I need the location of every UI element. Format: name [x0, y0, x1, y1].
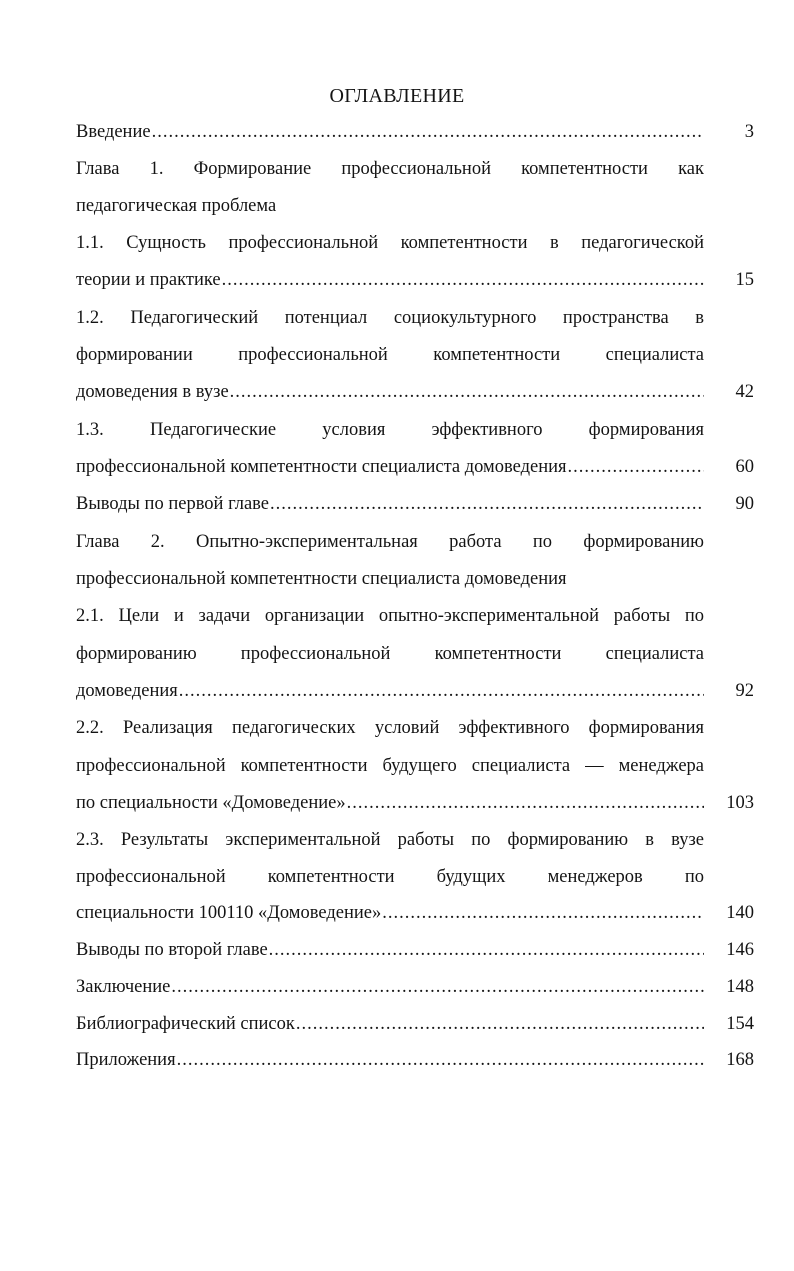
toc-entry-section-2-1-line-3	[76, 677, 704, 705]
toc-entry-section-1-1	[76, 229, 704, 257]
toc-entry-text: Заключение	[76, 977, 171, 997]
toc-entry-section-2-3-line-3	[76, 899, 704, 927]
toc-page-number: 3	[744, 122, 754, 142]
toc-title: ОГЛАВЛЕНИЕ	[329, 85, 465, 107]
toc-entry-conclusions-chapter-1	[76, 490, 704, 518]
toc-entry-section-2-1	[76, 602, 704, 630]
toc-page-number: 90	[735, 494, 754, 514]
toc-entry-section-1-2-line-2	[76, 341, 704, 369]
toc-entry-text: формированию профессиональной компетентности специалиста	[76, 644, 704, 664]
toc-entry-text: Глава 2. Опытно-экспериментальная работа по формированию	[76, 532, 704, 552]
toc-entry-section-1-2-line-3	[76, 378, 704, 406]
toc-entry-section-1-2	[76, 304, 704, 332]
toc-page-number: 60	[735, 457, 754, 477]
toc-entry-text: педагогическая проблема	[76, 196, 277, 216]
toc-entry-section-2-2	[76, 714, 704, 742]
toc-page-number: 168	[726, 1050, 754, 1070]
dot-leader	[270, 490, 704, 518]
toc-entry-chapter-1-continued	[76, 192, 704, 220]
toc-entry-text: профессиональной компетентности будущих менеджеров по	[76, 867, 704, 887]
toc-entry-text: 2.1. Цели и задачи организации опытно-экспериментальной работы по	[76, 606, 704, 626]
toc-entry-text: Приложения	[76, 1050, 176, 1070]
toc-entry-text: 1.2. Педагогический потенциал социокультурного пространства в	[76, 308, 704, 328]
toc-entry-text: профессиональной компетентности будущего специалиста — менеджера	[76, 756, 704, 776]
dot-leader	[177, 1046, 704, 1074]
toc-entry-text: Выводы по второй главе	[76, 940, 268, 960]
toc-page-number: 92	[735, 681, 754, 701]
toc-page-number: 148	[726, 977, 754, 997]
toc-page-number: 146	[726, 940, 754, 960]
toc-entry-section-2-3	[76, 826, 704, 854]
toc-entry-section-2-1-line-2	[76, 640, 704, 668]
toc-entry-section-2-3-line-2	[76, 863, 704, 891]
dot-leader	[382, 899, 704, 927]
toc-entry-text: Библиографический список	[76, 1014, 295, 1034]
dot-leader	[296, 1010, 704, 1038]
toc-entry-chapter-2	[76, 528, 704, 556]
toc-entry-text: Введение	[76, 122, 151, 142]
toc-entry-bibliography	[76, 1010, 704, 1038]
toc-entry-text: домоведения в вузе	[76, 382, 229, 402]
toc-page-number: 42	[735, 382, 754, 402]
dot-leader	[152, 118, 704, 146]
toc-entry-text: 2.2. Реализация педагогических условий эффективного формирования	[76, 718, 704, 738]
toc-entry-section-2-2-line-3	[76, 789, 704, 817]
toc-entry-text: формировании профессиональной компетентности специалиста	[76, 345, 704, 365]
toc-entry-text: по специальности «Домоведение»	[76, 793, 346, 813]
toc-page-number: 140	[726, 903, 754, 923]
toc-page-number: 103	[726, 793, 754, 813]
dot-leader	[347, 789, 704, 817]
toc-entry-text: 1.1. Сущность профессиональной компетентности в педагогической	[76, 233, 704, 253]
toc-entry-text: Глава 1. Формирование профессиональной компетентности как	[76, 159, 704, 179]
toc-entry-text: 1.3. Педагогические условия эффективного формирования	[76, 420, 704, 440]
toc-entry-section-1-3	[76, 416, 704, 444]
toc-entry-section-2-2-line-2	[76, 752, 704, 780]
dot-leader	[269, 936, 704, 964]
toc-entry-chapter-1	[76, 155, 704, 183]
toc-entry-text: профессиональной компетентности специалиста домоведения	[76, 569, 567, 589]
toc-entry-text: теории и практике	[76, 270, 221, 290]
toc-entry-text: профессиональной компетентности специалиста домоведения	[76, 457, 567, 477]
dot-leader	[171, 973, 704, 1001]
toc-entry-appendices	[76, 1046, 704, 1074]
toc-entry-text: домоведения	[76, 681, 178, 701]
toc-page-number: 15	[735, 270, 754, 290]
toc-entry-section-1-1-continued	[76, 266, 704, 294]
toc-entry-chapter-2-continued	[76, 565, 704, 593]
toc-entry-text: 2.3. Результаты экспериментальной работы по формированию в вузе	[76, 830, 704, 850]
dot-leader	[179, 677, 704, 705]
dot-leader	[568, 453, 704, 481]
dot-leader	[222, 266, 704, 294]
dot-leader	[230, 378, 704, 406]
toc-entry-section-1-3-continued	[76, 453, 704, 481]
toc-entry-introduction	[76, 118, 704, 146]
toc-entry-conclusions-chapter-2	[76, 936, 704, 964]
toc-entry-conclusion	[76, 973, 704, 1001]
toc-entry-text: Выводы по первой главе	[76, 494, 270, 514]
toc-entry-text: специальности 100110 «Домоведение»	[76, 903, 382, 923]
toc-page-number: 154	[726, 1014, 754, 1034]
